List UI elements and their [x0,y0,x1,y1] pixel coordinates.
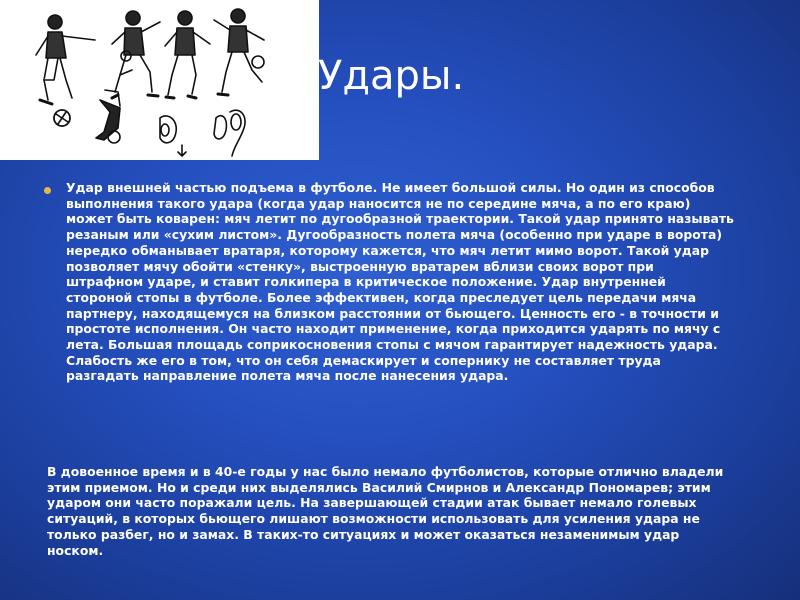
bullet-icon [44,187,51,194]
slide-title: Удары. [318,53,465,99]
bullet-list [44,180,734,384]
paragraph-1: Удар внешней частью подъема в футболе. Не имеет большой силы. Но один из способов выполнения такого удара (когда удар наносится не по середине мяча, а по его краю) может быть коварен: мяч летит по дугообразной траектории. Такой удар принято называть резаным или «сухим листом». Дугообразность полета мяча (особенно при ударе в ворота) нередко обманывает вратаря, которому кажется, что мяч летит мимо ворот. Такой удар позволяет мячу обойти «стенку», выстроенную вратарем вблизи своих ворот при штрафном ударе, и ставит голкипера в критическое положение. Удар внутренней стороной стопы в футболе. Более эффективен, когда преследует цель передачи мяча партнеру, находящемуся на близком расстоянии от бьющего. Ценность его - в точности и простоте исполнения. Он часто находит применение, когда приходится ударять по мячу с лета. Большая площадь соприкосновения стопы с мячом гарантирует надежность удара. Слабость же его в том, что он себя демаскирует и сопернику не составляет труда разгадать направление полета мяча после нанесения удара. [66,180,734,384]
paragraph-2: В довоенное время и в 40-е годы у нас было немало футболистов, которые отлично владели этим приемом. Но и среди них выделялись Василий Смирнов и Александр Пономарев; этим ударом они часто поражали цель. На завершающей стадии атак бывает немало голевых ситуаций, в которых бьющего лишают возможности использовать для усиления удара не только разбег, но и замах. В таких-то ситуациях и может оказаться незаменимым удар носком. [47,464,724,558]
football-kick-sequence-icon [0,0,319,160]
football-kick-illustration [0,0,319,160]
